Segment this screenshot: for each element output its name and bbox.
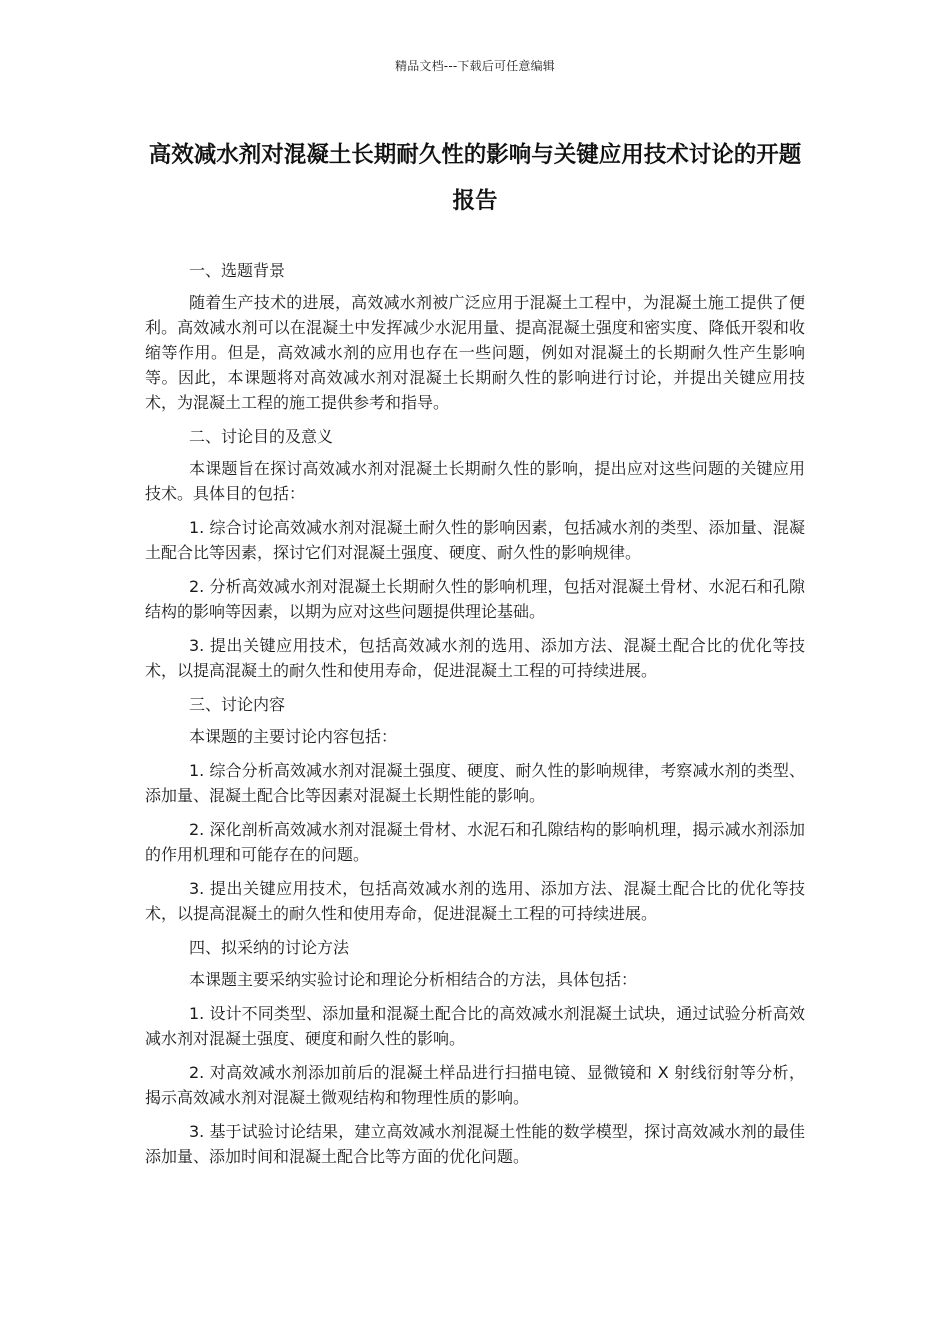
list-item-methods-2: 2. 对高效减水剂添加前后的混凝土样品进行扫描电镜、显微镜和 X 射线衍射等分析，揭示高效减水剂对混凝土微观结构和物理性质的影响。: [145, 1063, 805, 1107]
list-item-purpose-1: 1. 综合讨论高效减水剂对混凝土耐久性的影响因素，包括减水剂的类型、添加量、混凝土配合比等因素，探讨它们对混凝土强度、硬度、耐久性的影响规律。: [145, 518, 805, 562]
list-item-content-1: 1. 综合分析高效减水剂对混凝土强度、硬度、耐久性的影响规律，考察减水剂的类型、添加量、混凝土配合比等因素对混凝土长期性能的影响。: [145, 761, 805, 805]
section-heading-content: 三、讨论内容: [189, 695, 286, 714]
header-note: 精品文档---下载后可任意编辑: [395, 59, 555, 73]
list-item-purpose-2: 2. 分析高效减水剂对混凝土长期耐久性的影响机理，包括对混凝土骨材、水泥石和孔隙结构的影响等因素，以期为应对这些问题提供理论基础。: [145, 577, 805, 621]
section-heading-purpose: 二、讨论目的及意义: [189, 427, 334, 446]
paragraph-purpose-intro: 本课题旨在探讨高效减水剂对混凝土长期耐久性的影响，提出应对这些问题的关键应用技术。具体目的包括：: [145, 459, 805, 503]
paragraph-methods-intro: 本课题主要采纳实验讨论和理论分析相结合的方法，具体包括：: [189, 970, 638, 989]
paragraph-content-intro: 本课题的主要讨论内容包括：: [189, 727, 398, 746]
document-body: [145, 258, 805, 1178]
list-item-content-2: 2. 深化剖析高效减水剂对混凝土骨材、水泥石和孔隙结构的影响机理，揭示减水剂添加的作用机理和可能存在的问题。: [145, 820, 805, 864]
section-heading-methods: 四、拟采纳的讨论方法: [189, 938, 350, 957]
list-item-methods-3: 3. 基于试验讨论结果，建立高效减水剂混凝土性能的数学模型，探讨高效减水剂的最佳添加量、添加时间和混凝土配合比等方面的优化问题。: [145, 1122, 805, 1166]
list-item-methods-1: 1. 设计不同类型、添加量和混凝土配合比的高效减水剂混凝土试块，通过试验分析高效减水剂对混凝土强度、硬度和耐久性的影响。: [145, 1004, 805, 1048]
section-heading-background: 一、选题背景: [189, 261, 286, 280]
document-title: 高效减水剂对混凝土长期耐久性的影响与关键应用技术讨论的开题报告: [148, 142, 802, 214]
paragraph-background: 随着生产技术的进展，高效减水剂被广泛应用于混凝土工程中，为混凝土施工提供了便利。高效减水剂可以在混凝土中发挥减少水泥用量、提高混凝土强度和密实度、降低开裂和收缩等作用。但是，高效减水剂的应用也存在一些问题，例如对混凝土的长期耐久性产生影响等。因此，本课题将对高效减水剂对混凝土长期耐久性的影响进行讨论，并提出关键应用技术，为混凝土工程的施工提供参考和指导。: [145, 293, 805, 412]
list-item-purpose-3: 3. 提出关键应用技术，包括高效减水剂的选用、添加方法、混凝土配合比的优化等技术，以提高混凝土的耐久性和使用寿命，促进混凝土工程的可持续进展。: [145, 636, 805, 680]
list-item-content-3: 3. 提出关键应用技术，包括高效减水剂的选用、添加方法、混凝土配合比的优化等技术，以提高混凝土的耐久性和使用寿命，促进混凝土工程的可持续进展。: [145, 879, 805, 923]
